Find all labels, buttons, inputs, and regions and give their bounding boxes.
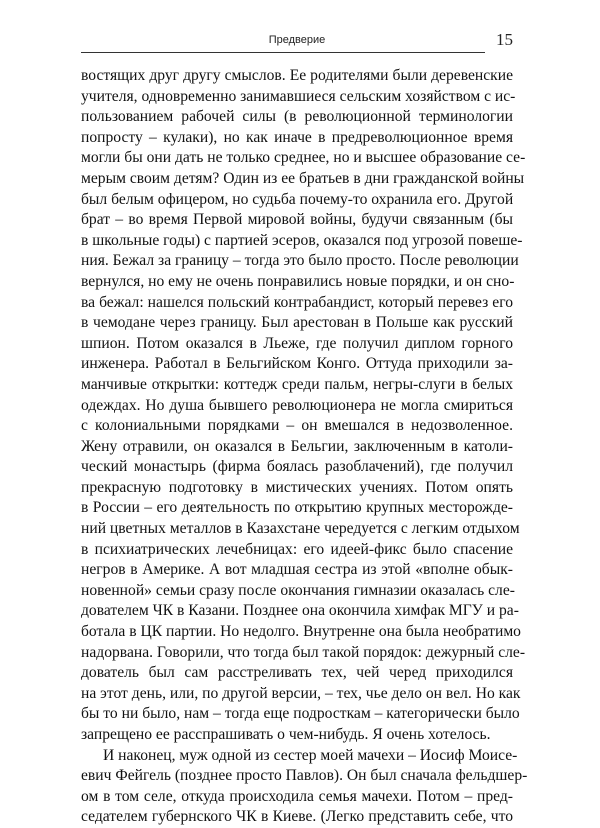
text-line: вернулся, но ему не очень понравились новые порядки, и он сно- [81, 272, 515, 290]
text-line: инженера. Работал в Бельгийском Конго. Оттуда приходили за- [81, 355, 513, 373]
text-line: ния. Бежал за границу – тогда это было просто. После революции [81, 252, 519, 270]
chapter-title: Предверие [268, 34, 326, 46]
text-line: Жену отравили, он оказался в Бельгии, заключенным в католи- [81, 437, 513, 455]
text-line: на этот день, или, по другой версии, – тех, чье дело он вел. Но как [81, 684, 521, 702]
text-line: ва бежал: нашелся польский контрабандист, который перевез его [81, 293, 513, 311]
text-line: надорвана. Говорили, что тогда был такой порядок: дежурный сле- [81, 643, 526, 661]
text-line: И наконец, муж одной из сестер моей мачехи – Иосиф Моисе- [103, 746, 518, 764]
text-line: могли бы они дать не только среднее, но и высшее образование се- [81, 149, 526, 167]
text-line: в психиатрических лечебницах: его идеей-фикс было спасение [81, 540, 513, 558]
text-line: учителя, одновременно занимавшиеся сельским хозяйством с ис- [81, 87, 516, 105]
text-line: негров в Америке. А вот младшая сестра из этой «вполне обык- [81, 561, 513, 579]
text-line: в школьные годы) с партией эсеров, оказался под угрозой повеше- [81, 231, 523, 249]
text-line: востящих друг другу смыслов. Ее родителями были деревенские [81, 67, 513, 84]
text-line: с колониальными порядками – он вмешался в недозволенное. [81, 417, 513, 435]
text-line: прекрасную подготовку в мистических учениях. Потом опять [81, 478, 513, 496]
text-line: дователем ЧК в Казани. Позднее она окончила химфак МГУ и ра- [81, 602, 519, 620]
text-line: манчивые открытки: коттедж среди пальм, негры-слуги в белых [81, 375, 513, 393]
text-line: в России – его деятельность по открытию крупных месторожде- [81, 499, 513, 517]
text-line: бы то ни было, нам – тогда еще подросткам – категорически было [81, 705, 520, 723]
text-line: был белым офицером, но судьба почему-то охранила его. Другой [81, 190, 514, 208]
text-line: новенной» семьи сразу после окончания гимназии оказалась сле- [81, 581, 515, 599]
text-line: попросту – кулаки), но как иначе в предреволюционное время [81, 128, 513, 146]
text-line: запрещено ее расспрашивать о чем-нибудь. Я очень хотелось. [81, 726, 491, 743]
text-line: пользованием рабочей силы (в революционной терминологии [81, 108, 513, 126]
text-line: в чемодане через границу. Был арестован в Польше как русский [81, 314, 513, 332]
text-line: дователь был сам расстреливать тех, чей черед приходился [81, 664, 513, 682]
text-line: одеждах. Но душа бывшего революционера не могла смириться [81, 396, 513, 414]
text-line: ний цветных металлов в Казахстане чередуется с легким отдыхом [81, 520, 520, 538]
page-number: 15 [496, 30, 513, 49]
text-line: евич Фейгель (позднее просто Павлов). Он был сначала фельдшер- [81, 767, 528, 785]
text-line: шпион. Потом оказался в Льеже, где получил диплом горного [81, 334, 513, 352]
text-line: брат – во время Первой мировой войны, будучи связанным (бы [81, 211, 513, 229]
header-rule [81, 52, 485, 53]
text-line: седателем губернского ЧК в Киеве. (Легко представить себе, что [81, 808, 513, 826]
text-line: ом в том селе, откуда происходила семья мачехи. Потом – пред- [81, 787, 513, 805]
text-line: мерым своим детям? Один из ее братьев в дни гражданской войны [81, 169, 525, 187]
running-head [81, 30, 513, 52]
body-text [81, 66, 528, 828]
text-line: ботала в ЦК партии. Но недолго. Внутренне она была необратимо [81, 623, 521, 641]
text-line: ческий монастырь (фирма боялась разоблачений), где получил [81, 458, 513, 476]
